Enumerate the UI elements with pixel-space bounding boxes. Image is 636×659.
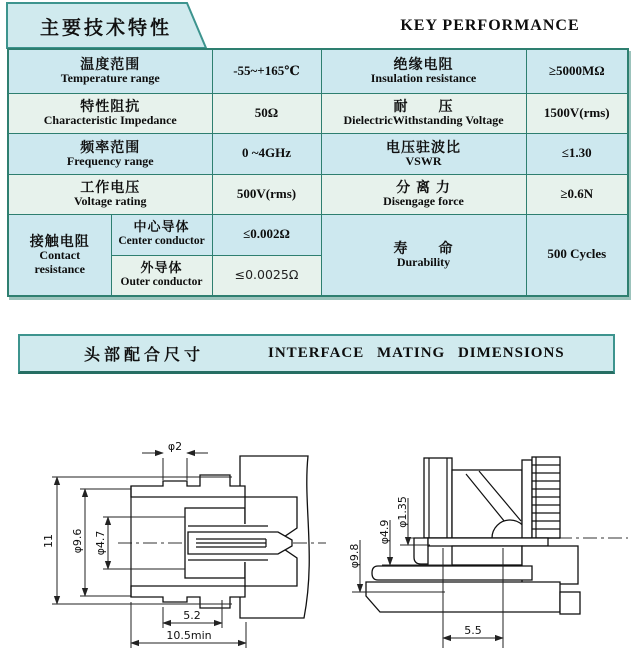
spec-label-cell — [321, 174, 526, 214]
table-row — [8, 93, 628, 133]
spec-value-cell: ≤0.0025Ω — [212, 255, 321, 296]
spec-value-cell: -55~+165℃ — [212, 49, 321, 93]
header-title-en: KEY PERFORMANCE — [400, 17, 580, 34]
nut-skirt-section — [560, 592, 580, 614]
spec-value-cell: ≥5000MΩ — [526, 49, 628, 93]
band-title-cn: 头部配合尺寸 — [84, 347, 205, 364]
label-en: DielectricWithstanding Voltage — [343, 113, 504, 128]
spec-label-cell — [321, 93, 526, 133]
label-cn: 绝缘电阻 — [393, 56, 454, 73]
spec-label-cell — [8, 133, 212, 174]
label-en: Voltage rating — [73, 194, 147, 209]
spec-value-cell: ≤1.30 — [526, 133, 628, 174]
spec-label-cell — [321, 133, 526, 174]
dim-entry-diameter — [142, 440, 208, 480]
front-collar — [424, 458, 452, 538]
label-cn: 温度范围 — [80, 56, 141, 73]
label-en: Disengage force — [383, 194, 464, 209]
spec-label-cell — [111, 255, 212, 296]
label-cn: 寿 命 — [393, 239, 454, 256]
label-cn: 分 离 力 — [396, 179, 451, 196]
label-cn: 电压驻波比 — [386, 138, 461, 155]
spec-label-cell — [8, 174, 212, 214]
interface-dimensions-band — [18, 334, 615, 374]
spec-value-cell: 500V(rms) — [212, 174, 321, 214]
label-cn: 中心导体 — [133, 219, 190, 235]
spec-label-cell — [321, 214, 526, 296]
spec-value-cell: ≥0.6N — [526, 174, 628, 214]
mating-dimension-drawings — [0, 420, 636, 659]
svg-text:5.2: 5.2 — [183, 609, 201, 622]
spec-value-cell: 1500V(rms) — [526, 93, 628, 133]
spec-label-cell — [111, 214, 212, 255]
svg-text:φ4.7: φ4.7 — [94, 530, 107, 556]
label-en: Characteristic Impedance — [43, 113, 177, 128]
center-pin — [428, 538, 548, 546]
label-en: Durability — [396, 254, 451, 269]
contact-resistance-cell — [8, 214, 111, 296]
label-cn: 工作电压 — [80, 179, 141, 196]
label-cn: 耐 压 — [393, 98, 454, 115]
svg-text:φ9.6: φ9.6 — [71, 528, 84, 554]
spec-value-cell: 500 Cycles — [526, 214, 628, 296]
table-row — [8, 133, 628, 174]
svg-text:10.5min: 10.5min — [166, 629, 212, 642]
label-cn: 频率范围 — [80, 138, 141, 155]
svg-text:φ4.9: φ4.9 — [378, 519, 391, 545]
svg-text:5.5: 5.5 — [464, 624, 482, 637]
body-shell-section — [366, 582, 560, 612]
label-en: Contact resistance — [34, 248, 85, 276]
svg-text:11: 11 — [42, 534, 55, 548]
left-drawing-jack-section — [42, 440, 326, 648]
label-en: Temperature range — [60, 71, 160, 86]
band-title-en: INTERFACE MATING DIMENSIONS — [268, 345, 565, 361]
table-row — [8, 49, 628, 93]
table-row — [8, 174, 628, 214]
label-cn: 接触电阻 — [29, 232, 90, 249]
spec-label-cell — [321, 49, 526, 93]
right-drawing-plug-section — [348, 457, 628, 648]
label-en: Center conductor — [118, 235, 205, 248]
spec-value-cell: 0 ~4GHz — [212, 133, 321, 174]
braid-channel — [372, 566, 532, 580]
label-cn: 外导体 — [140, 260, 183, 276]
label-en: Insulation resistance — [370, 71, 477, 86]
insulator-section — [452, 546, 522, 565]
shell-bottom — [131, 586, 245, 608]
label-en: Frequency range — [66, 153, 154, 168]
header-tab-title-cn: 主要技术特性 — [39, 18, 172, 39]
spec-label-cell — [8, 93, 212, 133]
front-gasket — [414, 538, 428, 564]
svg-text:φ9.8: φ9.8 — [348, 543, 361, 569]
table-row — [8, 214, 628, 255]
spec-value-cell: 50Ω — [212, 93, 321, 133]
nut-neck — [522, 460, 532, 538]
spec-value-cell: ≤0.002Ω — [212, 214, 321, 255]
label-en: VSWR — [405, 153, 442, 168]
spec-label-cell — [8, 49, 212, 93]
svg-text:φ2: φ2 — [167, 440, 183, 453]
label-cn: 特性阻抗 — [80, 98, 141, 115]
shell-top — [131, 475, 245, 497]
label-en: Outer conductor — [120, 276, 203, 289]
key-performance-table — [7, 48, 629, 297]
svg-text:φ1.35: φ1.35 — [396, 496, 409, 528]
